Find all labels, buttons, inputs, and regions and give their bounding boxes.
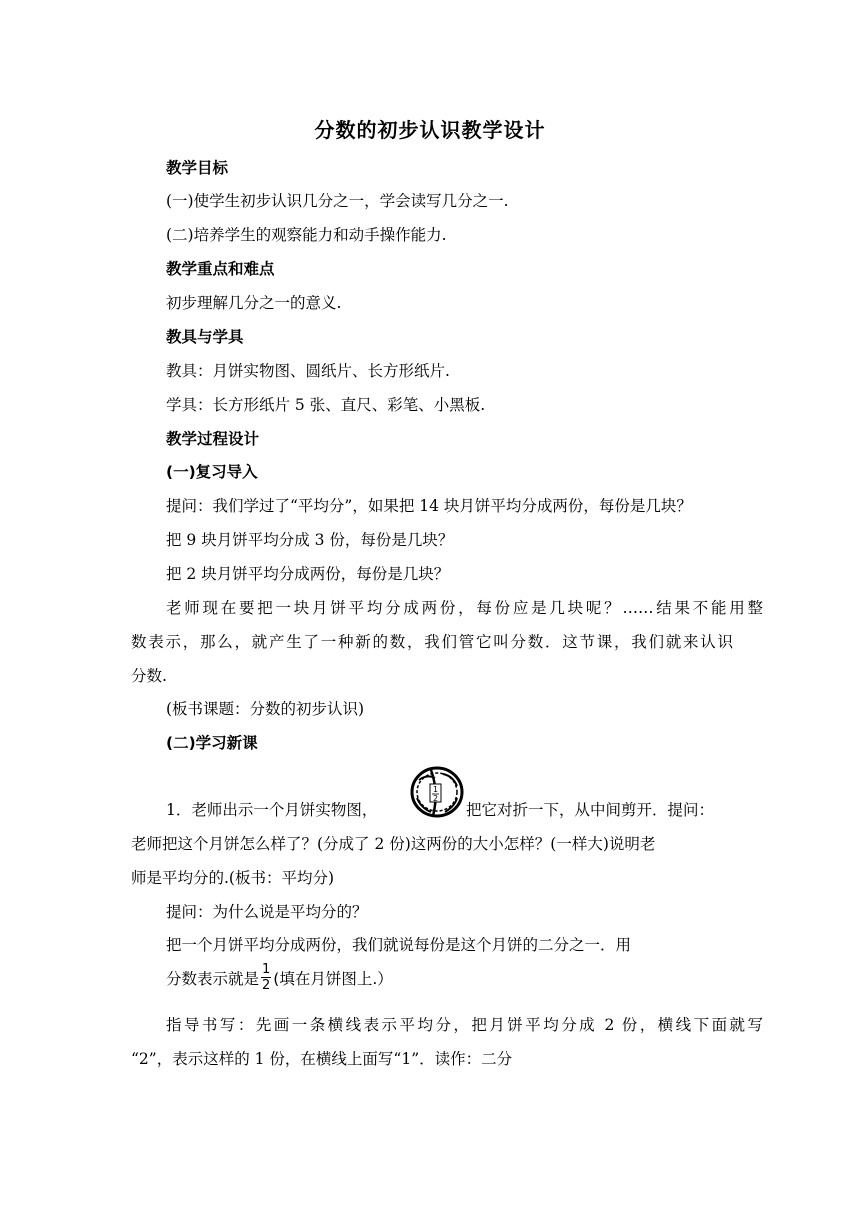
fraction-suffix: (填在月饼图上.）	[273, 969, 393, 988]
paragraph-1-line-3: 分数.	[131, 667, 167, 685]
board-title: (板书课题：分数的初步认识)	[166, 700, 365, 718]
key-heading: 教学重点和难点	[166, 260, 275, 278]
guide-line-2: “2”，表示这样的 1 份，在横线上面写“1”．读作：二分	[131, 1050, 513, 1068]
new-lesson-heading: (二)学习新课	[166, 734, 258, 752]
student-tools: 学具：长方形纸片 5 张、直尺、彩笔、小黑板.	[166, 396, 486, 414]
teacher-tools: 教具：月饼实物图、圆纸片、长方形纸片.	[166, 362, 450, 380]
tools-heading: 教具与学具	[166, 328, 244, 346]
fraction-one-half	[261, 963, 271, 992]
step-1-part-b: 把它对折一下，从中间剪开．提问：	[466, 801, 715, 819]
guide-line-1: 指导书写：先画一条横线表示平均分，把月饼平均分成 2 份，横线下面就写	[166, 1016, 763, 1034]
goals-heading: 教学目标	[166, 159, 229, 177]
step-1-line-3: 师是平均分的.(板书：平均分)	[131, 869, 335, 887]
mooncake-icon	[409, 764, 465, 820]
step-1-part-a: 1．老师出示一个月饼实物图，	[166, 801, 378, 819]
fraction-numerator: 1	[262, 962, 271, 977]
process-heading: 教学过程设计	[166, 430, 260, 448]
mooncake-label-bottom: 2	[432, 794, 439, 803]
mooncake-label-top: 1	[432, 785, 439, 794]
question-4: 提问：为什么说是平均分的？	[166, 903, 368, 921]
paragraph-1-line-2: 数表示，那么，就产生了一种新的数，我们管它叫分数．这节课，我们就来认识	[131, 633, 733, 651]
fraction-prefix: 分数表示就是	[166, 969, 260, 988]
paragraph-1-line-1: 老师现在要把一块月饼平均分成两份，每份应是几块呢？……结果不能用整	[166, 599, 763, 617]
step-1-line-2: 老师把这个月饼怎么样了？(分成了 2 份)这两份的大小怎样？(一样大)说明老	[131, 835, 656, 853]
key-text: 初步理解几分之一的意义.	[166, 294, 342, 312]
fraction-denominator: 2	[262, 978, 271, 993]
paragraph-2: 把一个月饼平均分成两份，我们就说每份是这个月饼的二分之一．用	[166, 936, 632, 954]
review-heading: (一)复习导入	[166, 463, 258, 481]
fraction-line	[166, 963, 393, 992]
question-1: 提问：我们学过了“平均分”，如果把 14 块月饼平均分成两份，每份是几块？	[166, 497, 692, 515]
document-title: 分数的初步认识教学设计	[314, 118, 546, 142]
question-2: 把 9 块月饼平均分成 3 份，每份是几块？	[166, 531, 454, 549]
goal-2: (二)培养学生的观察能力和动手操作能力.	[166, 226, 447, 244]
goal-1: (一)使学生初步认识几分之一，学会读写几分之一.	[166, 192, 509, 210]
question-3: 把 2 块月饼平均分成两份，每份是几块？	[166, 565, 450, 583]
